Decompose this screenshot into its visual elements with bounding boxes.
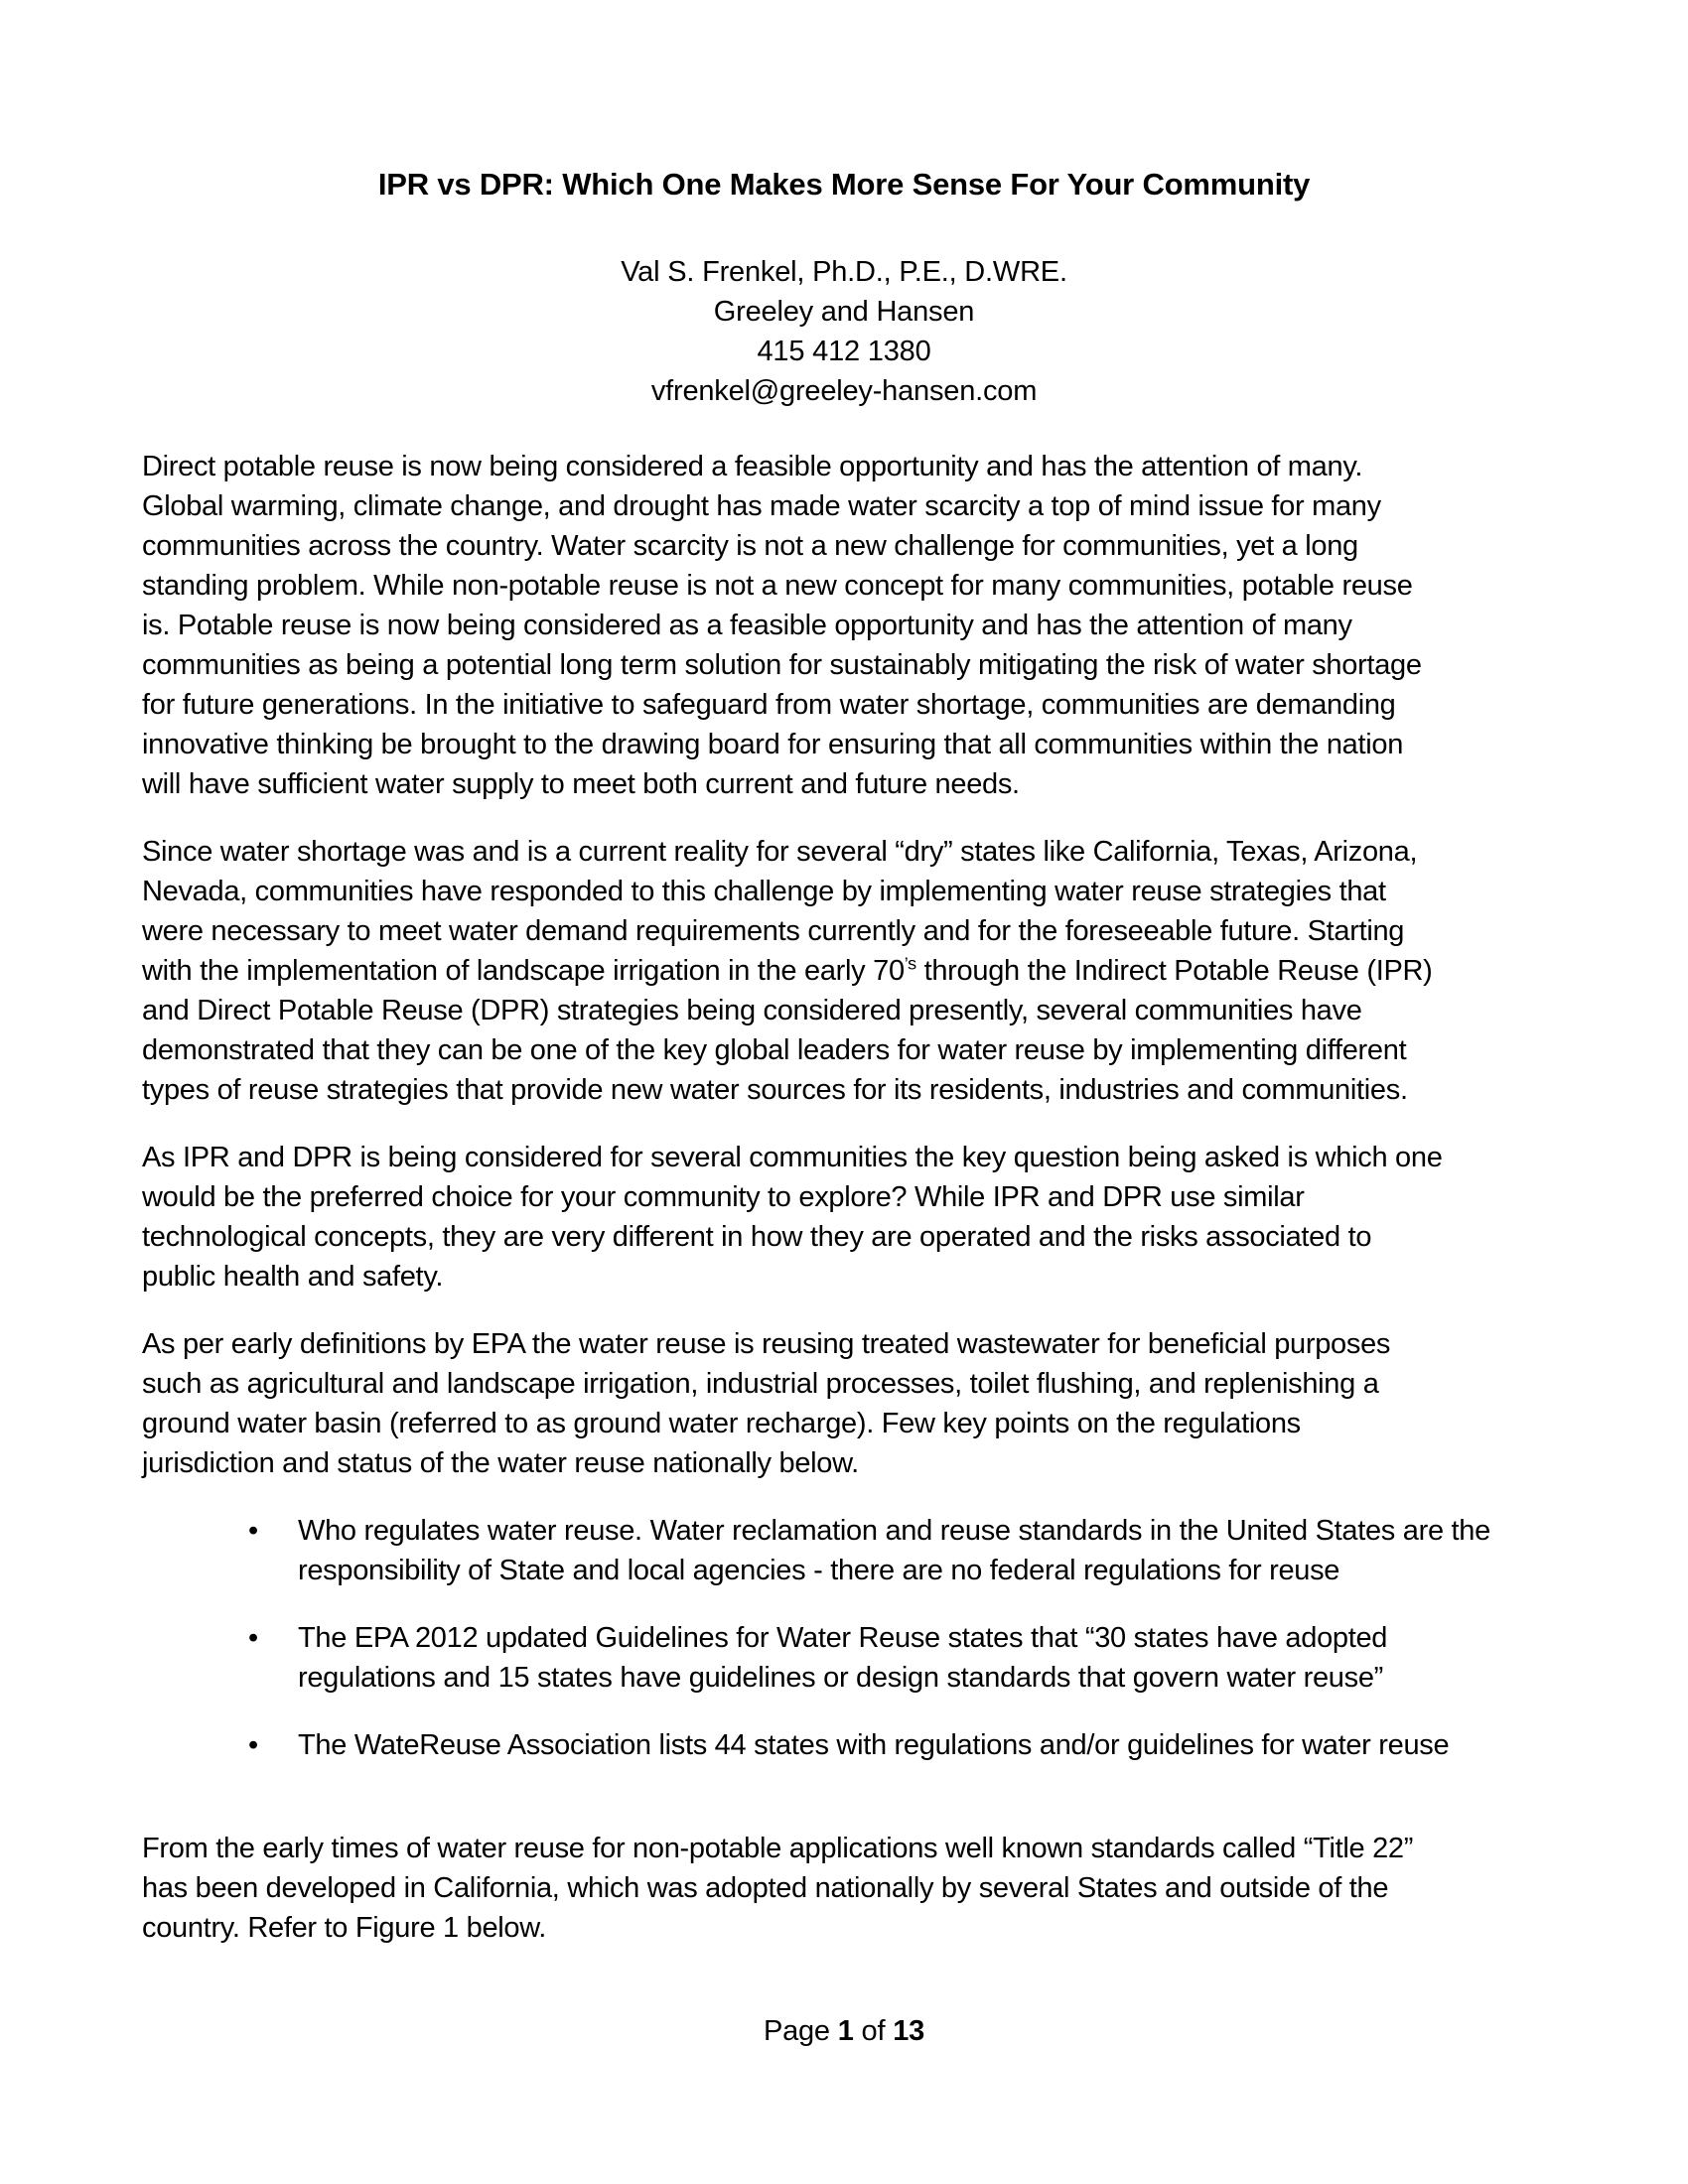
text-line: regulations and 15 states have guidelines or design standards that govern water reuse” bbox=[298, 1662, 1384, 1694]
footer-prefix: Page bbox=[763, 2015, 830, 2047]
text-line: The WateReuse Association lists 44 states with regulations and/or guidelines for water reuse bbox=[298, 1729, 1450, 1761]
text-line: country. Refer to Figure 1 below. bbox=[142, 1912, 547, 1944]
text-line: for future generations. In the initiative to safeguard from water shortage, communities are demanding bbox=[142, 689, 1396, 721]
text-line: and Direct Potable Reuse (DPR) strategies being considered presently, several communities have bbox=[142, 995, 1362, 1026]
bullet-marker: • bbox=[248, 1729, 258, 1761]
document-title: IPR vs DPR: Which One Makes More Sense For Your Community bbox=[377, 167, 1311, 202]
text-line: were necessary to meet water demand requirements currently and for the foreseeable future. Starting bbox=[142, 915, 1405, 947]
bullet-marker: • bbox=[248, 1622, 258, 1654]
page-number: 1 bbox=[837, 2015, 854, 2047]
text-line: public health and safety. bbox=[142, 1261, 444, 1293]
author-email: vfrenkel@greeley-hansen.com bbox=[650, 375, 1038, 407]
text-line: standing problem. While non-potable reuse is not a new concept for many communities, potable reuse bbox=[142, 570, 1413, 602]
bullet-item bbox=[142, 1618, 1546, 1698]
text-line: innovative thinking be brought to the drawing board for ensuring that all communities within the nation bbox=[142, 729, 1404, 760]
text-line: technological concepts, they are very different in how they are operated and the risks associated to bbox=[142, 1221, 1372, 1253]
paragraph bbox=[142, 1138, 1546, 1297]
text-line: types of reuse strategies that provide new water sources for its residents, industries and communities. bbox=[142, 1074, 1408, 1106]
text-line: would be the preferred choice for your community to explore? While IPR and DPR use similar bbox=[142, 1181, 1305, 1213]
bullet-text bbox=[298, 1725, 1546, 1765]
paragraph bbox=[142, 832, 1546, 1110]
author-block bbox=[142, 252, 1546, 411]
bullet-item bbox=[142, 1511, 1546, 1590]
text-line: jurisdiction and status of the water reuse nationally below. bbox=[142, 1447, 859, 1479]
paragraph bbox=[142, 1324, 1546, 1483]
text-line: ground water basin (referred to as ground water recharge). Few key points on the regulations bbox=[142, 1408, 1301, 1439]
text-line: As per early definitions by EPA the water reuse is reusing treated wastewater for beneficial purposes bbox=[142, 1328, 1391, 1360]
text-line: responsibility of State and local agencies - there are no federal regulations for reuse bbox=[298, 1555, 1340, 1586]
text-line: demonstrated that they can be one of the key global leaders for water reuse by implementing different bbox=[142, 1034, 1407, 1066]
text-line: As IPR and DPR is being considered for several communities the key question being asked is which one bbox=[142, 1142, 1443, 1173]
author-phone: 415 412 1380 bbox=[757, 336, 931, 367]
bullet-item bbox=[142, 1725, 1546, 1765]
paragraph bbox=[142, 447, 1546, 804]
author-company: Greeley and Hansen bbox=[713, 296, 975, 328]
text-line: communities as being a potential long term solution for sustainably mitigating the risk of water shortage bbox=[142, 649, 1422, 681]
author-name: Val S. Frenkel, Ph.D., P.E., D.WRE. bbox=[621, 256, 1067, 288]
text-line: From the early times of water reuse for non-potable applications well known standards called “Title 22” bbox=[142, 1833, 1414, 1864]
text-line: Direct potable reuse is now being considered a feasible opportunity and has the attention of many. bbox=[142, 451, 1363, 482]
bullet-marker: • bbox=[248, 1515, 258, 1547]
total-pages: 13 bbox=[893, 2015, 925, 2047]
text-line: has been developed in California, which was adopted nationally by several States and outside of the bbox=[142, 1872, 1389, 1904]
document-body bbox=[142, 447, 1546, 1948]
text-line: Since water shortage was and is a current reality for several “dry” states like California, Texas, Arizona, bbox=[142, 836, 1418, 868]
text-line: with the implementation of landscape irrigation in the early $70^{’s}$ through the Indirect Potable Reuse (IPR) bbox=[142, 953, 1433, 987]
text-line: Global warming, climate change, and drought has made water scarcity a top of mind issue for many bbox=[142, 490, 1381, 522]
text-line: will have sufficient water supply to meet both current and future needs. bbox=[142, 768, 1020, 800]
text-line: Who regulates water reuse. Water reclamation and reuse standards in the United States are the bbox=[298, 1515, 1490, 1547]
text-line: is. Potable reuse is now being considered as a feasible opportunity and has the attention of many bbox=[142, 610, 1352, 641]
text-line: The EPA 2012 updated Guidelines for Water Reuse states that “30 states have adopted bbox=[298, 1622, 1388, 1654]
text-line: such as agricultural and landscape irrigation, industrial processes, toilet flushing, and replenishing a bbox=[142, 1368, 1379, 1400]
bullet-text bbox=[298, 1511, 1546, 1590]
text-line: communities across the country. Water scarcity is not a new challenge for communities, yet a long bbox=[142, 530, 1358, 562]
closing-paragraph bbox=[142, 1829, 1546, 1948]
text-line: Nevada, communities have responded to this challenge by implementing water reuse strategies that bbox=[142, 876, 1386, 907]
page-footer bbox=[0, 2011, 1688, 2051]
footer-separator: of bbox=[861, 2015, 886, 2047]
bullet-text bbox=[298, 1618, 1546, 1698]
